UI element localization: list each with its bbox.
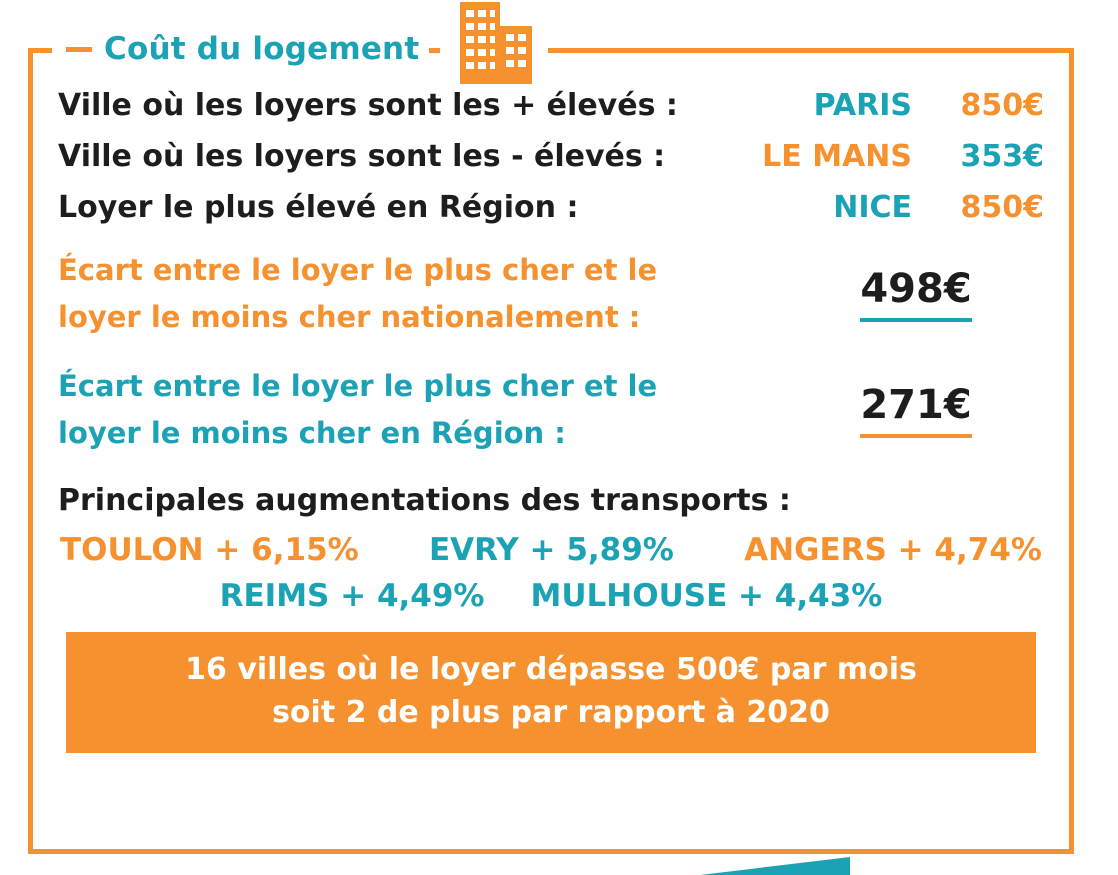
section-title [52, 20, 429, 78]
transport-item: ANGERS + 4,74% [744, 531, 1042, 568]
gap-block-national [58, 247, 1044, 341]
gap-text-line2: loyer le moins cher nationalement : [58, 299, 641, 334]
gap-text-line1: Écart entre le loyer le plus cher et le [58, 253, 658, 287]
row-city: PARIS [813, 88, 912, 123]
row-city: LE MANS [762, 139, 912, 174]
row-price: 850€ [960, 190, 1044, 225]
gap-text-line1: Écart entre le loyer le plus cher et le [58, 368, 658, 403]
footer-banner [66, 632, 1036, 753]
transports-line-1 [58, 532, 1044, 568]
banner-line2: soit 2 de plus par rapport à 2020 [272, 695, 830, 731]
gap-value: 271€ [860, 382, 971, 438]
stat-row-highest-region [58, 190, 1044, 225]
transport-item: EVRY + 5,89% [428, 531, 674, 568]
stat-row-lowest-rent [58, 139, 1044, 174]
transport-item: REIMS + 4,49% [219, 577, 485, 614]
row-label: Ville où les loyers sont les + élevés : [58, 88, 678, 123]
gap-text [58, 363, 788, 457]
page-title: Coût du logement [104, 31, 420, 67]
row-price: 850€ [960, 88, 1044, 123]
transports-line-2 [58, 578, 1044, 614]
title-dash-decoration [66, 47, 92, 52]
banner-line1: 16 villes où le loyer dépasse 500€ par mois [185, 651, 917, 687]
gap-text-line2: loyer le moins cher en Région : [58, 415, 566, 450]
stat-row-highest-rent [58, 88, 1044, 123]
row-city: NICE [833, 190, 912, 225]
gap-block-region [58, 363, 1044, 457]
transport-item: MULHOUSE + 4,43% [530, 577, 883, 614]
building-icon [440, 0, 548, 86]
transport-item: TOULON + 6,15% [60, 531, 359, 568]
gap-value: 498€ [860, 266, 971, 322]
bottom-decoration [700, 853, 850, 875]
gap-value-wrapper [788, 266, 1044, 322]
row-label: Loyer le plus élevé en Région : [58, 190, 579, 225]
row-price: 353€ [960, 139, 1044, 174]
gap-value-wrapper [788, 382, 1044, 438]
row-label: Ville où les loyers sont les - élevés : [58, 139, 666, 174]
transports-title: Principales augmentations des transports : [58, 482, 791, 518]
content-area [28, 48, 1074, 854]
gap-text [58, 247, 788, 341]
